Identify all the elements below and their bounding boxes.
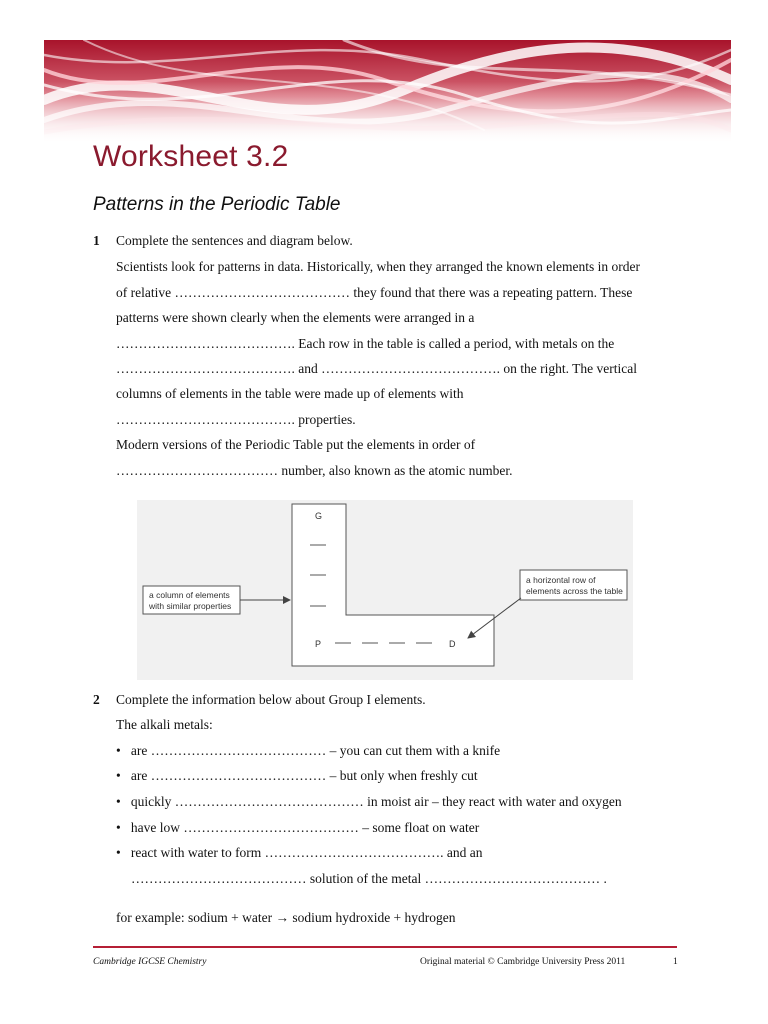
question-1-instruction: Complete the sentences and diagram below.: [116, 233, 353, 248]
footer-book-title: Cambridge IGCSE Chemistry: [93, 957, 207, 967]
footer-copyright: Original material © Cambridge University Press 2011: [420, 957, 626, 967]
word-equation-example: for example: sodium + water → sodium hydroxide + hydrogen: [116, 910, 456, 925]
periodic-table-diagram: [137, 500, 633, 680]
question-1-line: Scientists look for patterns in data. Historically, when they arranged the known elements in order: [116, 259, 640, 274]
row-label-line1: a horizontal row of: [526, 575, 596, 585]
bullet-text: are ………………………………… – you can cut them with a knife: [130, 743, 501, 758]
bullet-text: are ………………………………… – but only when freshly cut: [130, 768, 478, 783]
question-2-intro: The alkali metals:: [116, 717, 213, 732]
footer-rule: [93, 946, 677, 948]
question-1-line: Modern versions of the Periodic Table put the elements in order of: [116, 437, 476, 452]
letter-g: G: [315, 511, 323, 521]
question-1-line: of relative ………………………………… they found that there was a repeating pattern. These: [116, 285, 633, 300]
bullet-item: • react with water to form …………………………………. and an: [116, 845, 483, 860]
bullet-continuation: ………………………………… solution of the metal ………………………………… .: [131, 871, 607, 886]
page-subtitle: Patterns in the Periodic Table: [93, 194, 341, 215]
question-1-line: patterns were shown clearly when the elements were arranged in a: [116, 310, 475, 325]
bullet-item: • are ………………………………… – you can cut them with a knife: [116, 743, 501, 758]
column-label-line2: with similar properties: [149, 601, 232, 611]
question-2-instruction: Complete the information below about Group I elements.: [116, 692, 426, 707]
bullet-item: • are ………………………………… – but only when freshly cut: [116, 768, 478, 783]
wave-decoration: [44, 40, 731, 144]
question-1-line: ……………………………… number, also known as the atomic number.: [116, 463, 513, 478]
page-number: 1: [673, 957, 678, 967]
header-banner: [44, 40, 731, 144]
row-label-line2: elements across the table: [526, 586, 623, 596]
question-1-number: 1: [93, 233, 100, 248]
bullet-item: • quickly …………………………………… in moist air – they react with water and oxygen: [116, 794, 622, 809]
question-1-line: …………………………………. properties.: [116, 412, 356, 427]
question-1-line: …………………………………. Each row in the table is called a period, with metals on the: [116, 336, 615, 351]
page-title: Worksheet 3.2: [93, 140, 289, 173]
question-2-number: 2: [93, 692, 100, 707]
bullet-text: react with water to form …………………………………. and an: [130, 845, 483, 860]
bullet-text: have low ………………………………… – some float on water: [130, 820, 480, 835]
question-1-line: columns of elements in the table were made up of elements with: [116, 386, 464, 401]
column-label-line1: a column of elements: [149, 590, 230, 600]
question-1-line: …………………………………. and …………………………………. on the right. The vertical: [116, 361, 637, 376]
letter-p: P: [315, 639, 322, 649]
bullet-item: • have low ………………………………… – some float on water: [116, 820, 480, 835]
letter-d: D: [449, 639, 456, 649]
bullet-text: quickly …………………………………… in moist air – they react with water and oxygen: [130, 794, 622, 809]
